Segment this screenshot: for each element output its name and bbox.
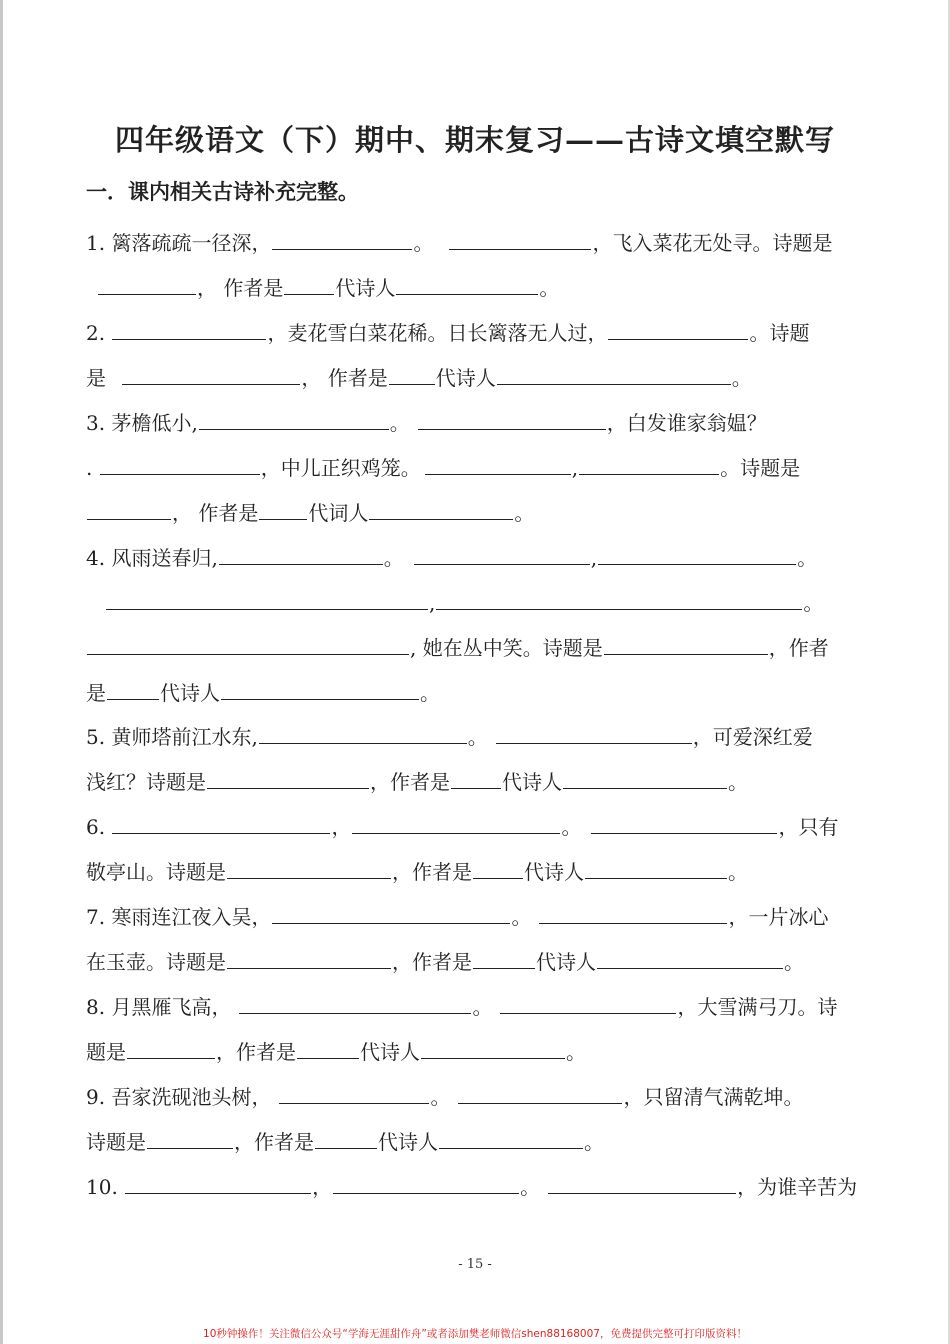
question-4-line-4: 是 代诗人 。: [86, 676, 866, 710]
blank[interactable]: [389, 362, 435, 385]
blank[interactable]: [127, 1036, 215, 1059]
page-edge-left: [0, 0, 3, 1344]
blank[interactable]: [227, 856, 391, 879]
blank[interactable]: [414, 542, 590, 565]
question-2-line-2: 是 ， 作者是 代诗人 。: [86, 361, 866, 395]
blank[interactable]: [497, 362, 731, 385]
blank[interactable]: [259, 721, 467, 744]
blank[interactable]: [473, 946, 535, 969]
question-6-line-2: 敬亭山。诗题是 ，作者是 代诗人 。: [86, 855, 866, 889]
blank[interactable]: [315, 1126, 377, 1149]
blank[interactable]: [219, 542, 383, 565]
blank[interactable]: [147, 1126, 233, 1149]
blank[interactable]: [112, 811, 330, 834]
blank[interactable]: [112, 317, 266, 340]
question-9-line-2: 诗题是 ，作者是 代诗人 。: [86, 1125, 866, 1159]
question-10-line-1: 10. ， 。 ，为谁辛苦为: [86, 1170, 866, 1204]
blank[interactable]: [418, 407, 606, 430]
blank[interactable]: [122, 362, 300, 385]
blank[interactable]: [207, 766, 369, 789]
blank[interactable]: [272, 901, 510, 924]
blank[interactable]: [598, 542, 796, 565]
blank[interactable]: [585, 856, 727, 879]
footer-banner: 10秒钟操作！关注微信公众号“学海无涯甜作舟”或者添加樊老师微信shen88168007，免费提供完整可打印版资料！: [203, 1328, 747, 1340]
question-3-line-3: ， 作者是 代词人 。: [86, 496, 866, 530]
worksheet-title: 四年级语文（下）期中、期末复习——古诗文填空默写: [114, 123, 835, 157]
blank[interactable]: [279, 1081, 429, 1104]
blank[interactable]: [259, 497, 307, 520]
question-4-line-3: , 她在丛中笑。诗题是 ，作者: [86, 631, 866, 665]
question-8-line-2: 题是 ，作者是 代诗人 。: [86, 1035, 866, 1069]
blank[interactable]: [451, 766, 501, 789]
blank[interactable]: [539, 901, 727, 924]
blank[interactable]: [608, 317, 748, 340]
blank[interactable]: [496, 721, 692, 744]
blank[interactable]: [369, 497, 513, 520]
section-heading: 一．课内相关古诗补充完整。: [86, 179, 359, 204]
blank[interactable]: [425, 452, 571, 475]
blank[interactable]: [421, 1036, 565, 1059]
blank[interactable]: [98, 272, 196, 295]
question-7-line-1: 7. 寒雨连江夜入吴， 。 ，一片冰心: [86, 900, 866, 934]
blank[interactable]: [597, 946, 783, 969]
question-5-line-2: 浅红？诗题是 ，作者是 代诗人 。: [86, 765, 866, 799]
blank[interactable]: [396, 272, 538, 295]
question-5-line-1: 5. 黄师塔前江水东, 。 ，可爱深红爱: [86, 720, 866, 754]
question-3-line-2: . ，中儿正织鸡笼。 , 。诗题是: [86, 451, 866, 485]
blank[interactable]: [297, 1036, 359, 1059]
blank[interactable]: [548, 1171, 736, 1194]
blank[interactable]: [333, 1171, 519, 1194]
question-1-line-2: ， 作者是 代诗人 。: [86, 271, 866, 305]
blank[interactable]: [221, 677, 419, 700]
question-6-line-1: 6. ， 。 ，只有: [86, 810, 866, 844]
blank[interactable]: [107, 677, 159, 700]
blank[interactable]: [436, 587, 802, 610]
blank[interactable]: [449, 227, 591, 250]
question-8-line-1: 8. 月黑雁飞高， 。 ，大雪满弓刀。诗: [86, 990, 866, 1024]
question-4-line-1: 4. 风雨送春归, 。 , 。: [86, 541, 866, 575]
blank[interactable]: [579, 452, 719, 475]
blank[interactable]: [473, 856, 523, 879]
blank[interactable]: [199, 407, 389, 430]
blank[interactable]: [458, 1081, 622, 1104]
blank[interactable]: [591, 811, 777, 834]
question-2-line-1: 2. ，麦花雪白菜花稀。日长篱落无人过， 。诗题: [86, 316, 866, 350]
question-9-line-1: 9. 吾家洗砚池头树， 。 ，只留清气满乾坤。: [86, 1080, 866, 1114]
blank[interactable]: [284, 272, 334, 295]
blank[interactable]: [563, 766, 727, 789]
blank[interactable]: [87, 497, 171, 520]
page-number: - 15 -: [458, 1257, 492, 1272]
question-7-line-2: 在玉壶。诗题是 ，作者是 代诗人 。: [86, 945, 866, 979]
blank[interactable]: [227, 946, 391, 969]
question-4-line-2: , 。: [86, 586, 866, 620]
blank[interactable]: [352, 811, 560, 834]
blank[interactable]: [500, 991, 676, 1014]
blank[interactable]: [100, 452, 260, 475]
blank[interactable]: [106, 587, 428, 610]
blank[interactable]: [439, 1126, 583, 1149]
blank[interactable]: [604, 632, 768, 655]
blank[interactable]: [87, 632, 409, 655]
blank[interactable]: [272, 227, 412, 250]
question-1-line-1: 1. 篱落疏疏一径深， 。 ，飞入菜花无处寻。诗题是: [86, 226, 866, 260]
question-3-line-1: 3. 茅檐低小, 。 ，白发谁家翁媪？: [86, 406, 866, 440]
blank[interactable]: [239, 991, 471, 1014]
blank[interactable]: [125, 1171, 311, 1194]
